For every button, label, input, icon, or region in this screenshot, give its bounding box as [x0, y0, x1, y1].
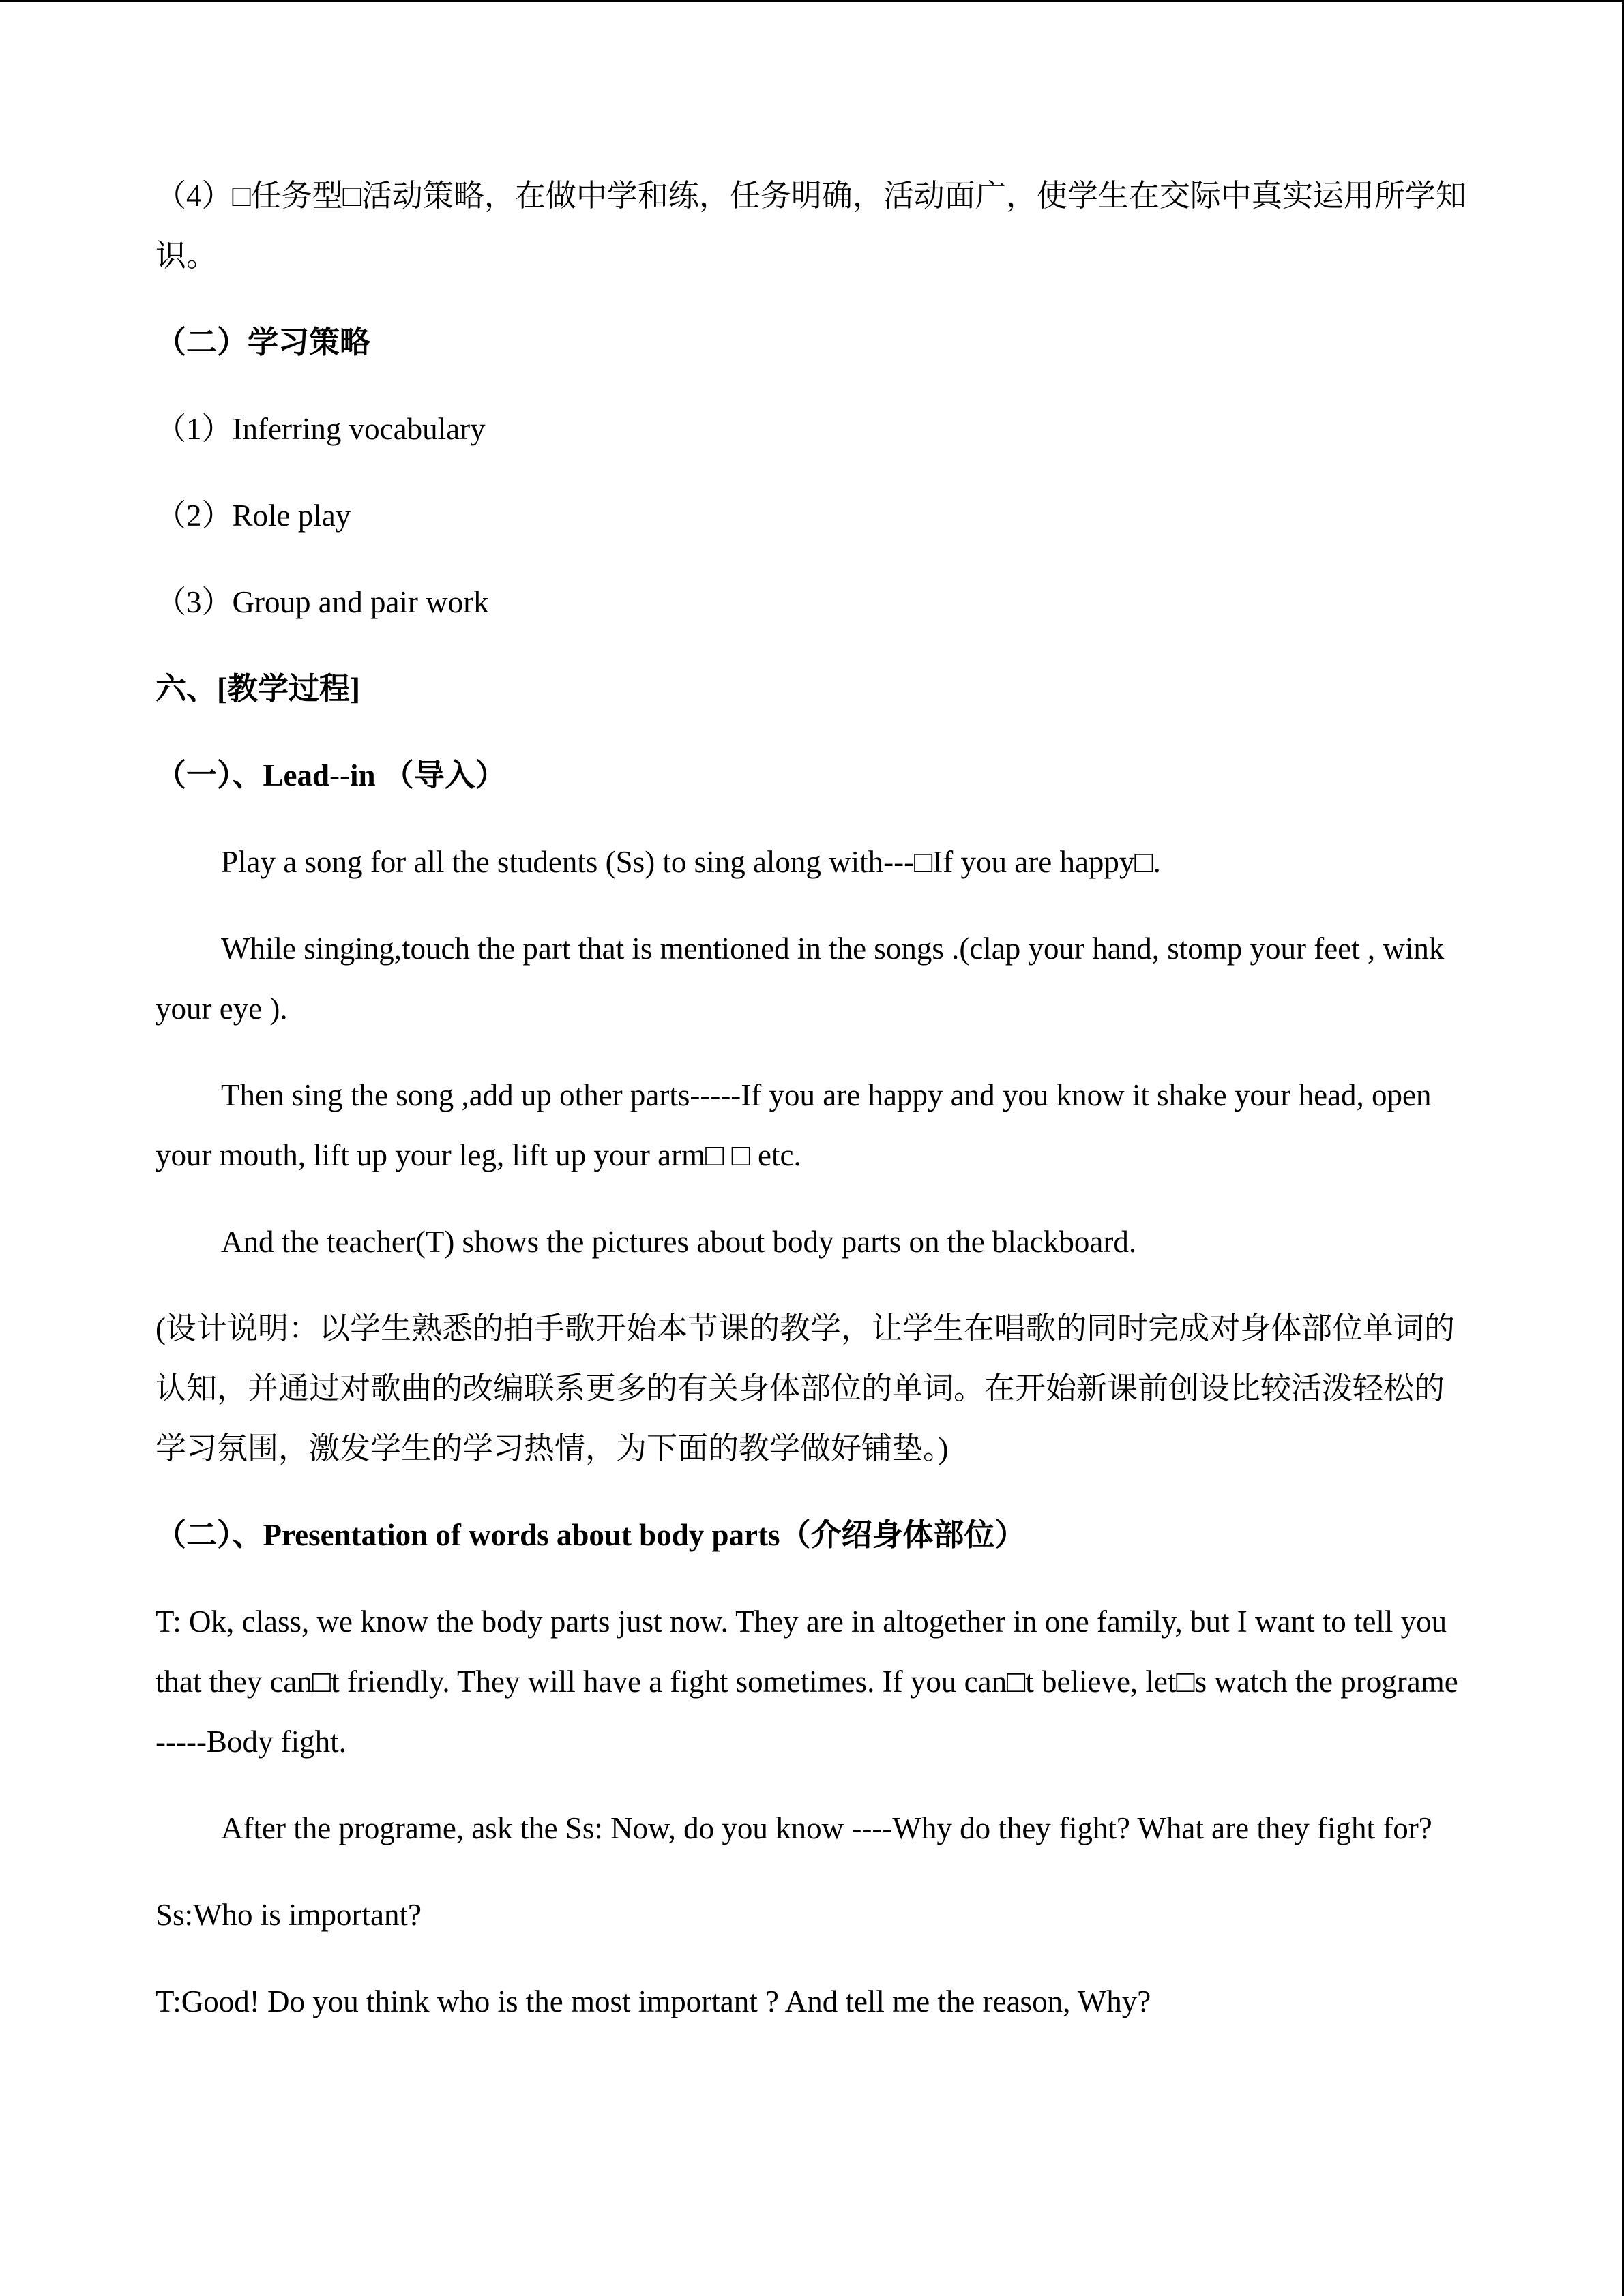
lead-in-paragraph-1: Play a song for all the students (Ss) to sing along with---□If you are happy□.: [221, 845, 1161, 879]
learning-strategy-item-2: （2）Role play: [156, 498, 351, 533]
subheading-lead-in: （一）、Lead--in （导入）: [156, 758, 506, 792]
document-body: [156, 166, 1472, 2058]
lead-in-paragraph-4: And the teacher(T) shows the pictures about body parts on the blackboard.: [221, 1225, 1137, 1259]
learning-strategy-item-1: （1）Inferring vocabulary: [156, 412, 486, 446]
dialogue-teacher-1: T: Ok, class, we know the body parts just now. They are in altogether in one family, but I want to tell you that they can□t friendly. They will have a fight sometimes. If you can□t believe, let□s watch the programe -----Body fight.: [156, 1605, 1458, 1759]
strategy-item-4: （4）□任务型□活动策略，在做中学和练，任务明确，活动面广，使学生在交际中真实运用所学知识。: [156, 179, 1466, 273]
dialogue-students: Ss:Who is important?: [156, 1898, 422, 1932]
design-note: (设计说明：以学生熟悉的拍手歌开始本节课的教学，让学生在唱歌的同时完成对身体部位单词的认知，并通过对歌曲的改编联系更多的有关身体部位的单词。在开始新课前创设比较活泼轻松的学习氛围，激发学生的学习热情，为下面的教学做好铺垫。): [156, 1311, 1455, 1465]
presentation-paragraph: After the programe, ask the Ss: Now, do you know ----Why do they fight? What are they fight for?: [221, 1811, 1432, 1845]
dialogue-teacher-2: T:Good! Do you think who is the most important ? And tell me the reason, Why?: [156, 1984, 1151, 2018]
lead-in-paragraph-2: While singing,touch the part that is mentioned in the songs .(clap your hand, stomp your feet , wink your eye ).: [156, 931, 1445, 1026]
subheading-presentation: （二）、Presentation of words about body parts（介绍身体部位）: [156, 1518, 1026, 1552]
learning-strategy-item-3: （3）Group and pair work: [156, 585, 489, 619]
section-heading-teaching-process: 六、[教学过程]: [156, 672, 360, 706]
lead-in-paragraph-3: Then sing the song ,add up other parts-----If you are happy and you know it shake your head, open your mouth, lift up your leg, lift up your arm□ □ etc.: [156, 1078, 1432, 1172]
section-heading-learning-strategies: （二）学习策略: [156, 325, 371, 359]
